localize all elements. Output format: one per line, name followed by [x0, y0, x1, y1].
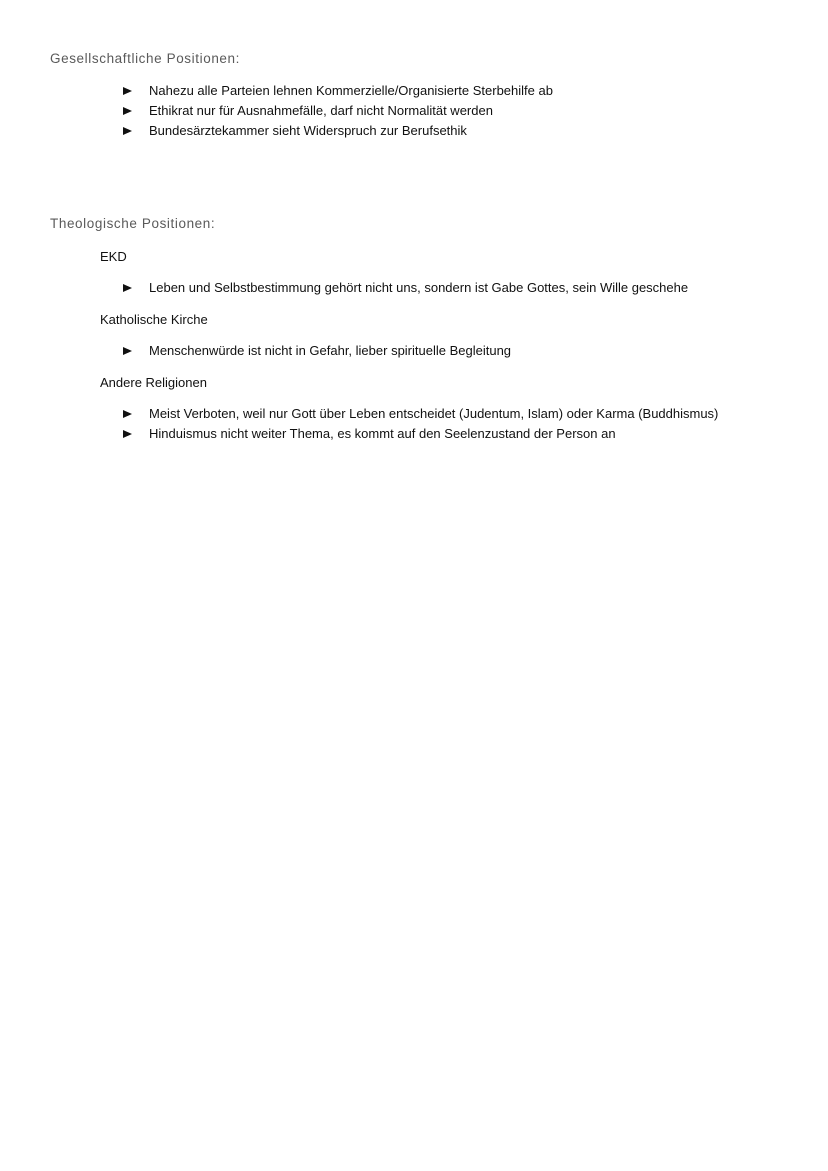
bullet-text: Bundesärztekammer sieht Widerspruch zur Berufsethik — [149, 123, 467, 138]
arrow-bullet-icon — [123, 127, 132, 135]
list-item — [123, 426, 616, 441]
section-heading-gesellschaftlich: Gesellschaftliche Positionen: — [50, 51, 240, 66]
bullet-text: Ethikrat nur für Ausnahmefälle, darf nicht Normalität werden — [149, 103, 493, 118]
arrow-bullet-icon — [123, 430, 132, 438]
arrow-bullet-icon — [123, 347, 132, 355]
arrow-bullet-icon — [123, 107, 132, 115]
arrow-bullet-icon — [123, 87, 132, 95]
bullet-text: Menschenwürde ist nicht in Gefahr, lieber spirituelle Begleitung — [149, 343, 512, 358]
bullet-text: Leben und Selbstbestimmung gehört nicht uns, sondern ist Gabe Gottes, sein Wille geschehe — [149, 280, 689, 295]
arrow-bullet-icon — [123, 410, 132, 418]
list-item — [123, 280, 688, 295]
arrow-bullet-icon — [123, 284, 132, 292]
list-item — [123, 343, 511, 358]
list-item — [123, 123, 467, 138]
bullet-text: Meist Verboten, weil nur Gott über Leben entscheidet (Judentum, Islam) oder Karma (Buddhismus) — [149, 406, 719, 421]
list-item — [123, 103, 493, 118]
group-title-ekd: EKD — [100, 249, 127, 264]
list-item — [123, 83, 553, 98]
list-item — [123, 406, 718, 421]
group-title-katholisch: Katholische Kirche — [100, 312, 208, 327]
bullet-text: Hinduismus nicht weiter Thema, es kommt auf den Seelenzustand der Person an — [149, 426, 616, 441]
bullet-text: Nahezu alle Parteien lehnen Kommerzielle/Organisierte Sterbehilfe ab — [149, 83, 553, 98]
section-heading-theologisch: Theologische Positionen: — [50, 216, 216, 231]
group-title-andere: Andere Religionen — [100, 375, 207, 390]
